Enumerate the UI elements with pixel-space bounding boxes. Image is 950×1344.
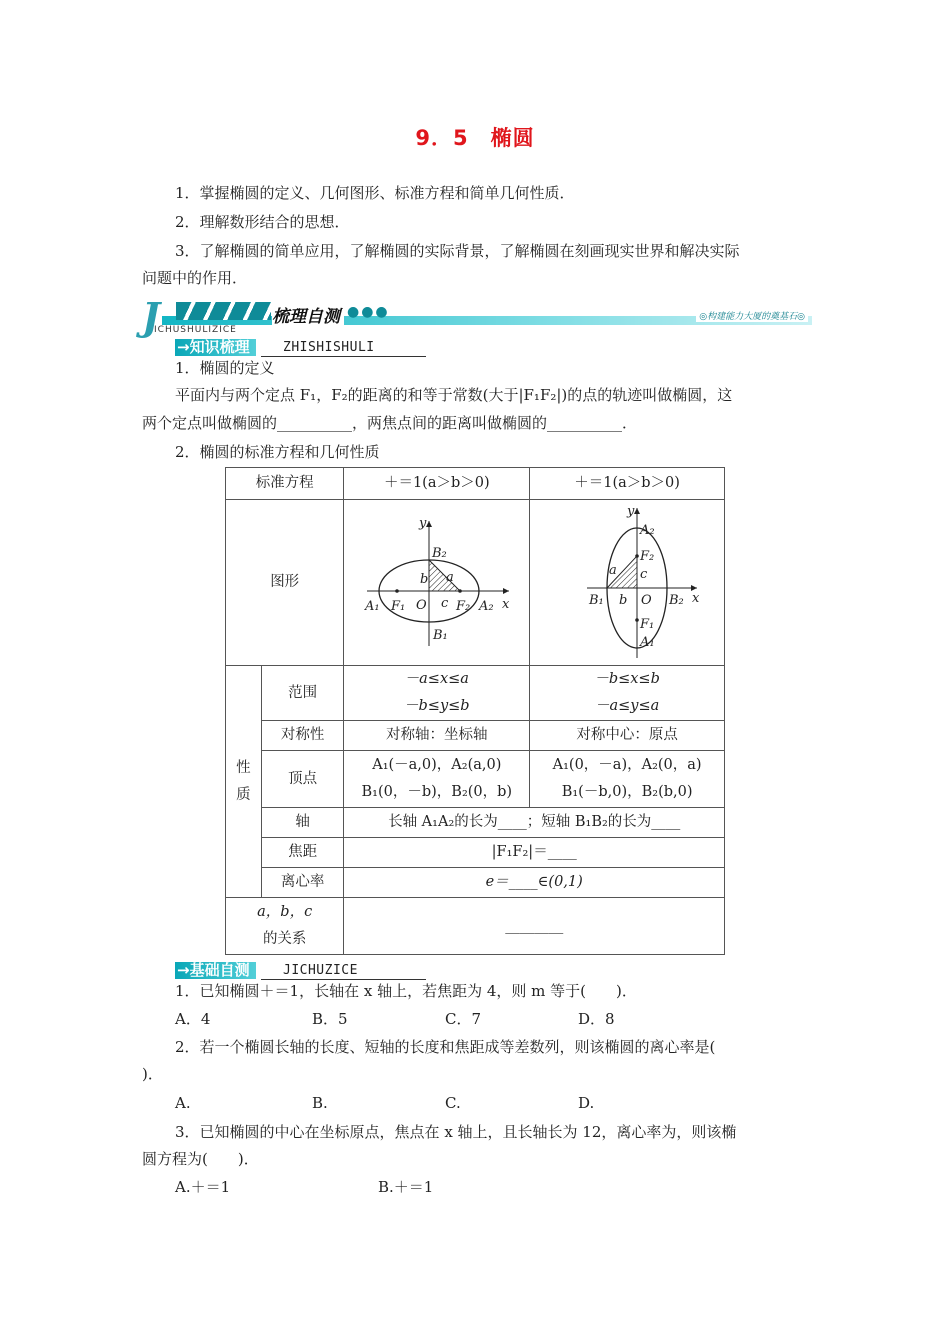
q1-option-c: C．7 bbox=[445, 1010, 482, 1028]
row-label-equation: 标准方程 bbox=[226, 468, 344, 500]
range-vertical-y: －a≤y≤a bbox=[594, 698, 660, 714]
question-2-line-1: 2．若一个椭圆长轴的长度、短轴的长度和焦距成等差数列，则该椭圆的离心率是( bbox=[175, 1038, 716, 1056]
relation-abc: ________ bbox=[344, 898, 725, 955]
symmetry-center: 对称中心：原点 bbox=[530, 721, 725, 751]
horizontal-ellipse-diagram bbox=[357, 513, 517, 653]
fig1-c-label: c bbox=[440, 595, 449, 611]
fig2-F1-label: F₁ bbox=[640, 616, 655, 632]
question-1: 1．已知椭圆＋＝1，长轴在 x 轴上，若焦距为 4，则 m 等于( )． bbox=[175, 982, 637, 1000]
property-group-char-1: 性 bbox=[236, 759, 251, 776]
fig2-a-label: a bbox=[609, 562, 617, 578]
q2-option-a: A. bbox=[175, 1094, 191, 1112]
definition-line-1: 平面内与两个定点 F₁，F₂的距离的和等于常数(大于|F₁F₂|)的点的轨迹叫做椭圆，这 bbox=[175, 386, 733, 404]
properties-heading: 2．椭圆的标准方程和几何性质 bbox=[175, 443, 380, 461]
fig1-B1-label: B₁ bbox=[432, 627, 448, 643]
row-label-axis: 轴 bbox=[261, 808, 344, 838]
question-2-line-2: )． bbox=[142, 1065, 163, 1083]
q1-option-b: B．5 bbox=[312, 1010, 348, 1028]
range-horizontal bbox=[344, 666, 530, 721]
question-3-line-1: 3．已知椭圆的中心在坐标原点，焦点在 x 轴上，且长轴长为 12，离心率为，则该椭 bbox=[175, 1123, 737, 1141]
q2-option-b: B. bbox=[312, 1094, 328, 1112]
knowledge-pinyin: ZHISHISHULI bbox=[283, 340, 375, 355]
relation-label-line-1: a，b，c bbox=[257, 904, 313, 920]
fig2-y-label: y bbox=[627, 503, 635, 519]
vertex-vertical-B: B₁(－b,0)，B₂(b,0) bbox=[561, 784, 693, 800]
ellipse-properties-table bbox=[225, 467, 725, 955]
knowledge-tag: →知识梳理 bbox=[175, 339, 256, 356]
equation-horizontal: ＋＝1(a＞b＞0) bbox=[344, 468, 530, 500]
fig2-x-label: x bbox=[692, 590, 700, 606]
basic-pinyin: JICHUZICE bbox=[283, 963, 358, 978]
page-title: 9．5 椭圆 bbox=[415, 126, 535, 150]
fig1-b-label: b bbox=[419, 571, 429, 587]
vertex-horizontal-A: A₁(－a,0)，A₂(a,0) bbox=[372, 757, 502, 773]
definition-heading: 1．椭圆的定义 bbox=[175, 359, 275, 377]
banner-dots: ●●● bbox=[347, 304, 390, 320]
equation-vertical: ＋＝1(a＞b＞0) bbox=[530, 468, 725, 500]
fig1-F2-label: F₂ bbox=[455, 598, 471, 614]
vertex-vertical-A: A₁(0，－a)，A₂(0，a) bbox=[552, 757, 702, 773]
vertex-horizontal-B: B₁(0，－b)，B₂(0，b) bbox=[361, 784, 513, 800]
fig1-y-label: y bbox=[418, 515, 427, 531]
objective-2: 2．理解数形结合的思想． bbox=[175, 213, 350, 231]
relation-label-line-2: 的关系 bbox=[262, 931, 307, 947]
q1-option-a: A．4 bbox=[175, 1010, 211, 1028]
fig2-b-label: b bbox=[619, 592, 628, 608]
fig1-a-label: a bbox=[445, 569, 454, 585]
fig2-O-label: O bbox=[641, 592, 652, 608]
banner-letter: J bbox=[142, 294, 160, 339]
fig2-B2-label: B₂ bbox=[669, 592, 684, 608]
knowledge-underline bbox=[261, 356, 426, 357]
q3-option-a: A.＋＝1 bbox=[175, 1178, 231, 1196]
axis-lengths: 长轴 A₁A₂的长为____；短轴 B₁B₂的长为____ bbox=[344, 808, 725, 838]
symmetry-axes: 对称轴：坐标轴 bbox=[344, 721, 530, 751]
row-label-relation bbox=[226, 898, 344, 955]
banner-stripes bbox=[176, 302, 271, 320]
banner-label: 梳理自测 bbox=[272, 302, 344, 327]
banner-pinyin: ICHUSHULIZICE bbox=[154, 325, 237, 335]
basic-tag: →基础自测 bbox=[175, 962, 256, 979]
fig1-x-label: x bbox=[501, 596, 510, 612]
row-label-range: 范围 bbox=[261, 666, 344, 721]
figure-horizontal bbox=[344, 500, 530, 666]
range-vertical bbox=[530, 666, 725, 721]
fig1-A1-label: A₁ bbox=[364, 598, 380, 614]
property-group-char-2: 质 bbox=[236, 786, 251, 803]
row-label-figure: 图形 bbox=[226, 500, 344, 666]
fig1-A2-label: A₂ bbox=[478, 598, 494, 614]
fig1-F1-label: F₁ bbox=[390, 598, 406, 614]
fig2-F2-label: F₂ bbox=[640, 548, 655, 564]
question-3-line-2: 圆方程为( )． bbox=[142, 1150, 259, 1168]
focal-distance: |F₁F₂|＝____ bbox=[344, 838, 725, 868]
row-label-eccentricity: 离心率 bbox=[261, 868, 344, 898]
definition-line-2: 两个定点叫做椭圆的__________，两焦点间的距离叫做椭圆的__________． bbox=[142, 414, 638, 432]
row-label-symmetry: 对称性 bbox=[261, 721, 344, 751]
figure-vertical bbox=[530, 500, 725, 666]
fig1-B2-label: B₂ bbox=[431, 545, 447, 561]
objective-3-cont: 问题中的作用． bbox=[142, 269, 248, 287]
row-label-focal: 焦距 bbox=[261, 838, 344, 868]
section-banner bbox=[142, 294, 814, 339]
vertex-horizontal bbox=[344, 751, 530, 808]
fig2-c-label: c bbox=[640, 566, 648, 582]
q3-option-b: B.＋＝1 bbox=[378, 1178, 434, 1196]
fig1-O-label: O bbox=[415, 597, 427, 613]
range-horizontal-y: －b≤y≤b bbox=[404, 698, 470, 714]
objective-1: 1．掌握椭圆的定义、几何图形、标准方程和简单几何性质． bbox=[175, 184, 575, 202]
range-horizontal-x: －a≤x≤a bbox=[404, 671, 469, 687]
eccentricity: e＝____∈(0,1) bbox=[344, 868, 725, 898]
q1-option-d: D．8 bbox=[578, 1010, 615, 1028]
property-group-label bbox=[226, 666, 262, 898]
vertex-vertical bbox=[530, 751, 725, 808]
row-label-vertex: 顶点 bbox=[261, 751, 344, 808]
q2-option-d: D. bbox=[578, 1094, 595, 1112]
objective-3: 3．了解椭圆的简单应用，了解椭圆的实际背景，了解椭圆在刻画现实世界和解决实际 bbox=[175, 242, 740, 260]
vertical-ellipse-diagram bbox=[547, 504, 707, 662]
fig2-A1-label: A₁ bbox=[640, 634, 655, 650]
fig2-A2-label: A₂ bbox=[640, 522, 655, 538]
q2-option-c: C. bbox=[445, 1094, 461, 1112]
range-vertical-x: －b≤x≤b bbox=[594, 671, 660, 687]
banner-slogan: ◎构建能力大厦的奠基石◎ bbox=[696, 309, 808, 322]
fig2-B1-label: B₁ bbox=[589, 592, 604, 608]
